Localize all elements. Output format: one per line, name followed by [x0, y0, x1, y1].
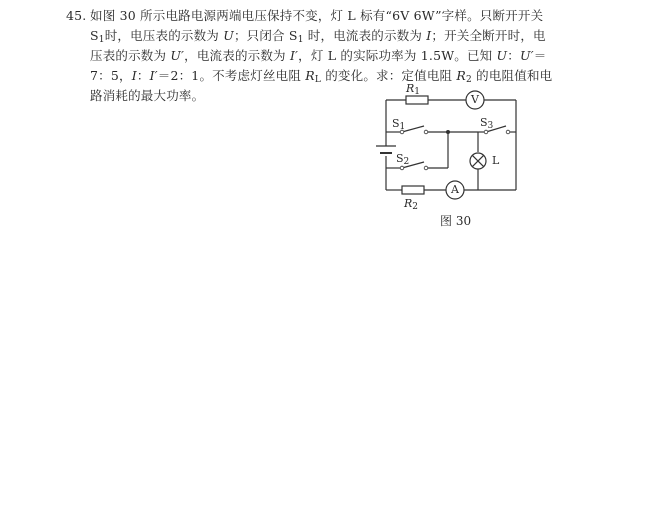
label-lamp: L	[492, 154, 500, 167]
s3-contact-right	[506, 130, 510, 134]
label-s3: $S_3$	[480, 116, 494, 131]
label-r2: $R_2$	[404, 197, 419, 212]
label-s1: $S_1$	[392, 117, 406, 132]
switch-s1-blade	[402, 126, 424, 132]
circuit-figure	[368, 84, 528, 234]
s1-contact-right	[424, 130, 428, 134]
problem-line-3: 压表的示数为 U′，电流表的示数为 I′，灯 L 的实际功率为 1.5W。已知 U：U′＝	[90, 48, 547, 63]
label-r1: $R_1$	[406, 82, 421, 97]
problem-line-1: 45. 如图 30 所示电路电源两端电压保持不变，灯 L 标有“6V 6W”字样。只断开开关	[66, 6, 536, 26]
question-number: 45.	[66, 8, 87, 23]
resistor-r2	[402, 186, 424, 194]
junction-dot	[446, 130, 449, 133]
problem-line-5: 路消耗的最大功率。	[90, 88, 205, 103]
problem-line-4: 7：5，I：I′＝2：1。不考虑灯丝电阻 $R_L$ 的变化。求：定值电阻 $R_2$ 的电阻值和电	[90, 68, 553, 85]
problem-line-2: $S_1$时，电压表的示数为 U；只闭合 $S_1$ 时，电流表的示数为 I；开关全断开时，电	[90, 28, 546, 45]
s2-contact-right	[424, 166, 428, 170]
circuit-diagram	[368, 84, 528, 212]
label-ammeter: A	[451, 183, 459, 196]
label-s2: $S_2$	[396, 152, 410, 167]
resistor-r1	[406, 96, 428, 104]
figure-caption: 图 30	[440, 214, 472, 228]
label-voltmeter: V	[471, 93, 479, 106]
